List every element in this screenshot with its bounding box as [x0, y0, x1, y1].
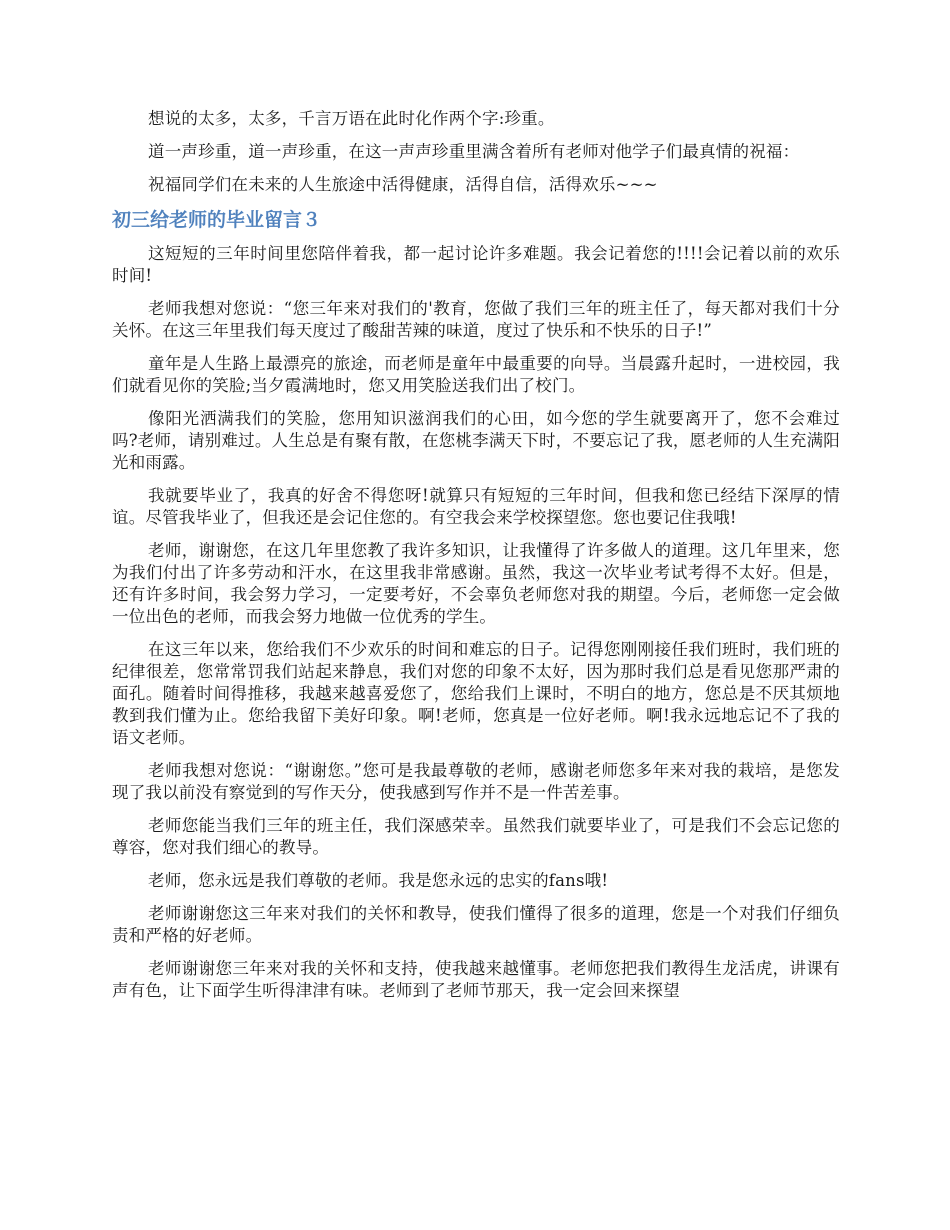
paragraph: 老师我想对您说：“谢谢您。”您可是我最尊敬的老师，感谢老师您多年来对我的栽培，是您发现了我以前没有察觉到的写作天分，使我感到写作并不是一件苦差事。: [112, 761, 840, 802]
paragraph: 老师，您永远是我们尊敬的老师。我是您永远的忠实的fans哦!: [148, 871, 609, 890]
paragraph: 像阳光洒满我们的笑脸，您用知识滋润我们的心田，如今您的学生就要离开了，您不会难过吗?老师，请别难过。人生总是有聚有散，在您桃李满天下时，不要忘记了我，愿老师的人生充满阳光和雨露。: [112, 409, 840, 472]
paragraph: 老师谢谢您这三年来对我们的关怀和教导，使我们懂得了很多的道理，您是一个对我们仔细负责和严格的好老师。: [112, 904, 840, 945]
document-page: [112, 108, 840, 1013]
paragraph: 老师我想对您说：“您三年来对我们的'教育，您做了我们三年的班主任了，每天都对我们十分关怀。在这三年里我们每天度过了酸甜苦辣的味道，度过了快乐和不快乐的日子!”: [112, 299, 840, 340]
section-heading: 初三给老师的毕业留言３: [112, 209, 322, 231]
paragraph: 在这三年以来，您给我们不少欢乐的时间和难忘的日子。记得您刚刚接任我们班时，我们班的纪律很差，您常常罚我们站起来静息，我们对您的印象不太好，因为那时我们总是看见您那严肃的面孔。随着时间得推移，我越来越喜爱您了，您给我们上课时，不明白的地方，您总是不厌其烦地教到我们懂为止。您给我留下美好印象。啊!老师，您真是一位好老师。啊!我永远地忘记不了我的语文老师。: [112, 640, 840, 747]
paragraph: 祝福同学们在未来的人生旅途中活得健康，活得自信，活得欢乐~~~: [148, 175, 658, 194]
paragraph: 这短短的三年时间里您陪伴着我，都一起讨论许多难题。我会记着您的!!!!会记着以前的欢乐时间!: [112, 244, 840, 285]
paragraph: 老师谢谢您三年来对我的关怀和支持，使我越来越懂事。老师您把我们教得生龙活虎，讲课有声有色，让下面学生听得津津有味。老师到了老师节那天，我一定会回来探望: [112, 959, 840, 1000]
paragraph: 我就要毕业了，我真的好舍不得您呀!就算只有短短的三年时间，但我和您已经结下深厚的情谊。尽管我毕业了，但我还是会记住您的。有空我会来学校探望您。您也要记住我哦!: [112, 486, 840, 527]
paragraph: 童年是人生路上最漂亮的旅途，而老师是童年中最重要的向导。当晨露升起时，一进校园，我们就看见你的笑脸;当夕霞满地时，您又用笑脸送我们出了校门。: [112, 354, 840, 395]
paragraph: 老师，谢谢您，在这几年里您教了我许多知识，让我懂得了许多做人的道理。这几年里来，您为我们付出了许多劳动和汗水，在这里我非常感谢。虽然，我这一次毕业考试考得不太好。但是，还有许多时间，我会努力学习，一定要考好，不会辜负老师您对我的期望。今后，老师您一定会做一位出色的老师，而我会努力地做一位优秀的学生。: [112, 541, 840, 626]
paragraph: 道一声珍重，道一声珍重，在这一声声珍重里满含着所有老师对他学子们最真情的祝福：: [148, 142, 800, 161]
paragraph: 想说的太多，太多，千言万语在此时化作两个字:珍重。: [148, 109, 555, 128]
paragraph: 老师您能当我们三年的班主任，我们深感荣幸。虽然我们就要毕业了，可是我们不会忘记您的尊容，您对我们细心的教导。: [112, 816, 840, 857]
